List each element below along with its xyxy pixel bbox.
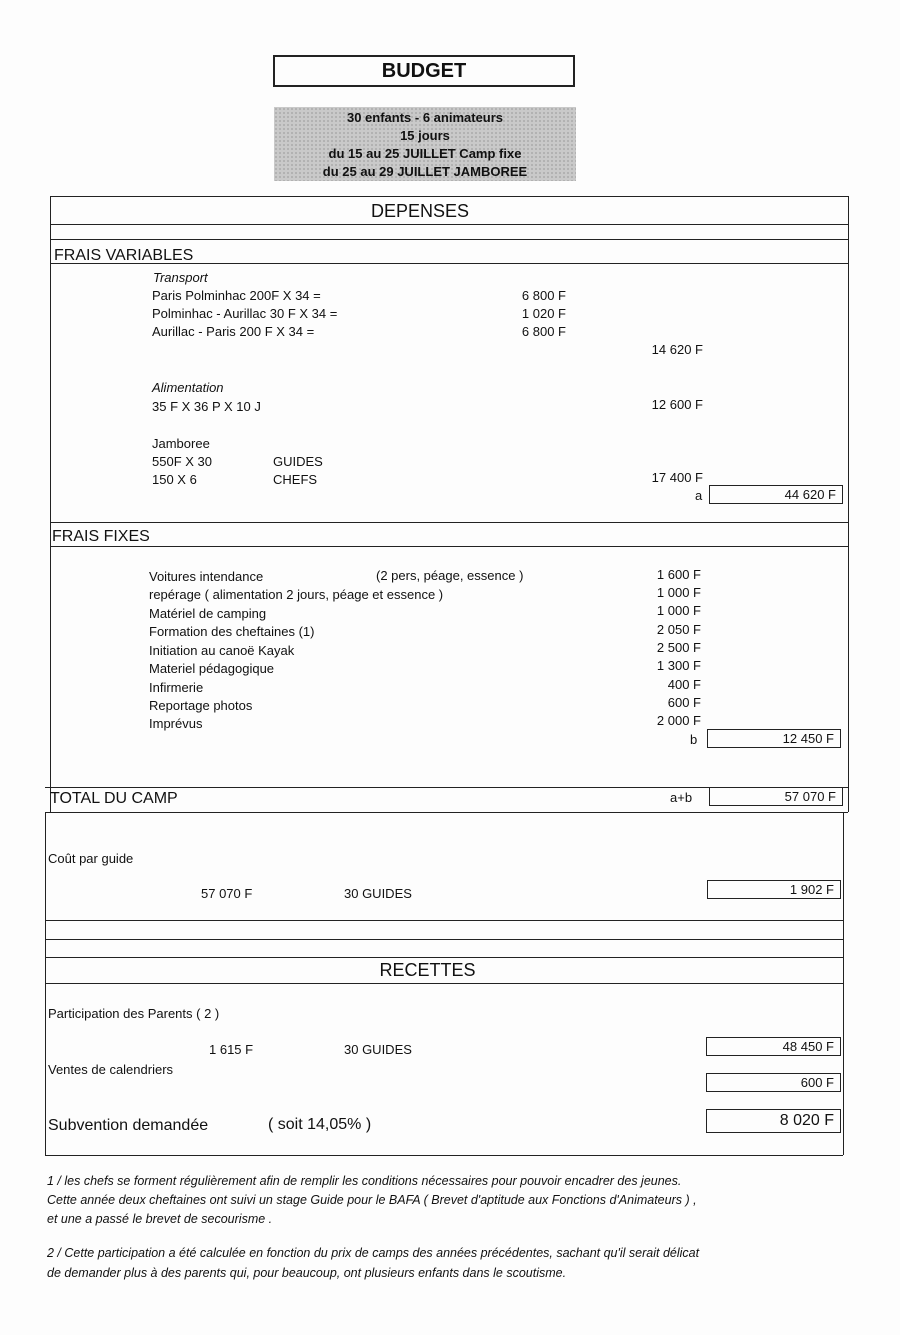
ventes-total: 600 F — [706, 1073, 841, 1092]
divider — [50, 196, 848, 197]
fixe-desc: Materiel pédagogique — [149, 661, 275, 676]
cout-label: Coût par guide — [48, 851, 134, 866]
divider — [50, 263, 848, 264]
frame-right — [848, 196, 849, 812]
recettes-header: RECETTES — [379, 960, 476, 980]
summary-line: 15 jours — [400, 128, 450, 143]
transport-amount: 6 800 F — [521, 324, 566, 339]
divider — [45, 957, 843, 958]
fixe-amount: 1 300 F — [656, 658, 701, 673]
alimentation-desc: 35 F X 36 P X 10 J — [152, 399, 261, 414]
divider — [50, 239, 848, 240]
participation-total: 48 450 F — [706, 1037, 841, 1056]
divider — [45, 812, 848, 813]
footnote-line: de demander plus à des parents qui, pour beaucoup, ont plusieurs enfants dans le scoutisme. — [47, 1266, 567, 1280]
frame-left — [50, 196, 51, 812]
fixe-desc: Reportage photos — [149, 698, 253, 713]
participation-label: Participation des Parents ( 2 ) — [48, 1006, 220, 1021]
jamboree-amount: 17 400 F — [651, 470, 703, 485]
transport-desc: Aurillac - Paris 200 F X 34 = — [152, 324, 315, 339]
fixe-desc: Matériel de camping — [149, 606, 267, 621]
fixe-desc: Imprévus — [149, 716, 203, 731]
ventes-label: Ventes de calendriers — [48, 1062, 174, 1077]
summary-line: du 15 au 25 JUILLET Camp fixe — [328, 146, 522, 161]
footnote-line: 2 / Cette participation a été calculée en fonction du prix de camps des années précédentes, sachant qu'il serait délicat — [47, 1246, 700, 1260]
divider — [45, 939, 843, 940]
depenses-header: DEPENSES — [370, 201, 470, 221]
fixe-note: (2 pers, péage, essence ) — [376, 568, 524, 583]
divider — [45, 920, 843, 921]
total-letter-ab: a+b — [670, 790, 693, 805]
total-letter-a: a — [695, 488, 703, 503]
frame-right-lower — [843, 812, 844, 1155]
fixe-desc: Infirmerie — [149, 680, 204, 695]
subvention-note: ( soit 14,05% ) — [268, 1116, 372, 1133]
jamboree-desc: 150 X 6 — [152, 472, 197, 487]
participation-guides: 30 GUIDES — [344, 1042, 412, 1057]
transport-amount: 1 020 F — [521, 306, 566, 321]
cout-total: 1 902 F — [707, 880, 841, 899]
fixe-amount: 1 000 F — [656, 585, 701, 600]
fixe-amount: 600 F — [667, 695, 701, 710]
transport-desc: Polminhac - Aurillac 30 F X 34 = — [152, 306, 338, 321]
transport-label: Transport — [153, 270, 208, 285]
transport-desc: Paris Polminhac 200F X 34 = — [152, 288, 321, 303]
footnote-line: Cette année deux cheftaines ont suivi un stage Guide pour le BAFA ( Brevet d'aptitude aux Fonctions d'Animateurs ) , — [47, 1193, 697, 1207]
transport-subtotal: 14 620 F — [651, 342, 703, 357]
divider — [50, 224, 848, 225]
divider — [50, 546, 848, 547]
footnote-line: et une a passé le brevet de secourisme . — [47, 1212, 273, 1226]
fixe-amount: 1 000 F — [656, 603, 701, 618]
fixe-amount: 400 F — [667, 677, 701, 692]
alimentation-amount: 12 600 F — [651, 397, 703, 412]
fixe-amount: 2 000 F — [656, 713, 701, 728]
divider — [45, 1155, 843, 1156]
cout-guides: 30 GUIDES — [344, 886, 412, 901]
total-camp-label: TOTAL DU CAMP — [50, 790, 178, 807]
total-letter-b: b — [690, 732, 698, 747]
total-camp-amount: 57 070 F — [709, 787, 843, 806]
cout-amount: 57 070 F — [201, 886, 253, 901]
divider — [50, 522, 848, 523]
subvention-total: 8 020 F — [706, 1109, 841, 1133]
jamboree-who: GUIDES — [273, 454, 323, 469]
frais-variables-label: FRAIS VARIABLES — [54, 247, 194, 264]
jamboree-desc: 550F X 30 — [152, 454, 212, 469]
fixe-desc: Voitures intendance — [149, 569, 264, 584]
summary-line: 30 enfants - 6 animateurs — [346, 110, 504, 125]
fixe-amount: 2 500 F — [656, 640, 701, 655]
camp-summary — [274, 107, 576, 181]
fixe-desc: repérage ( alimentation 2 jours, péage et essence ) — [149, 587, 444, 602]
participation-amount: 1 615 F — [209, 1042, 254, 1057]
frais-variables-total: 44 620 F — [709, 485, 843, 504]
jamboree-who: CHEFS — [273, 472, 318, 487]
footnote-line: 1 / les chefs se forment régulièrement afin de remplir les conditions nécessaires pour pouvoir encadrer des jeunes. — [47, 1174, 682, 1188]
alimentation-label: Alimentation — [152, 380, 224, 395]
fixe-desc: Formation des cheftaines (1) — [149, 624, 315, 639]
page-title: BUDGET — [273, 55, 575, 87]
subvention-label: Subvention demandée — [48, 1117, 209, 1134]
summary-line: du 25 au 29 JUILLET JAMBOREE — [322, 164, 528, 179]
divider — [45, 983, 843, 984]
frais-fixes-total: 12 450 F — [707, 729, 841, 748]
fixe-amount: 2 050 F — [656, 622, 701, 637]
fixe-amount: 1 600 F — [656, 567, 701, 582]
frais-fixes-label: FRAIS FIXES — [52, 528, 150, 545]
fixe-desc: Initiation au canoë Kayak — [149, 643, 295, 658]
jamboree-label: Jamboree — [152, 436, 210, 451]
transport-amount: 6 800 F — [521, 288, 566, 303]
